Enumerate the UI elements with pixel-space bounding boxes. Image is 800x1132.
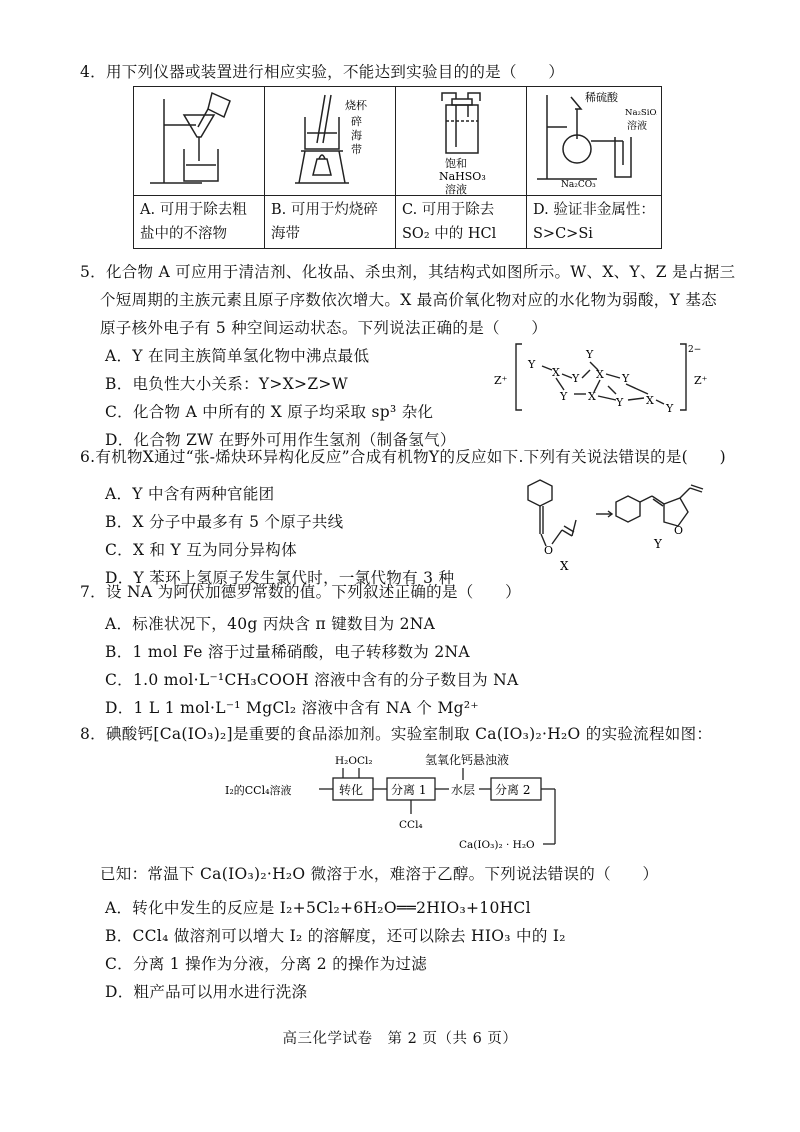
q5-atom-x4: X xyxy=(646,394,654,407)
q4-option-b-line1: B. 可用于灼烧碎 xyxy=(271,202,378,218)
q7-option-d: D．1 L 1 mol·L⁻¹ MgCl₂ 溶液中含有 NA 个 Mg²⁺ xyxy=(105,699,479,717)
q6-reaction-diagram xyxy=(520,474,720,574)
q4-option-a-line1: A. 可用于除去粗 xyxy=(140,202,247,218)
q7-option-b: B．1 mol Fe 溶于过量稀硝酸，电子转移数为 2NA xyxy=(105,643,470,661)
q5-option-d: D．化合物 ZW 在野外可用作生氢剂（制备氢气） xyxy=(105,431,456,449)
q4-option-b xyxy=(265,196,396,249)
q7-stem: 7．设 NA 为阿伏加德罗常数的值。下列叙述正确的是（ ） xyxy=(80,583,521,601)
q6-oxygen-x: O xyxy=(544,544,554,557)
q4-option-a-line2: 盐中的不溶物 xyxy=(140,226,227,242)
q8-stem: 8．碘酸钙[Ca(IO₃)₂]是重要的食品添加剂。实验室制取 Ca(IO₃)₂·H₂O 的实验流程如图： xyxy=(80,725,713,743)
q4-label-seaweed-3: 带 xyxy=(351,143,362,156)
q4-label-saturated: 饱和 xyxy=(445,157,467,170)
q5-struct-charge: 2− xyxy=(688,345,702,355)
q7-option-c: C．1.0 mol·L⁻¹CH₃COOH 溶液中含有的分子数目为 NA xyxy=(105,671,519,689)
q4-label-seaweed-2: 海 xyxy=(351,129,362,142)
q5-option-c: C．化合物 A 中所有的 X 原子均采取 sp³ 杂化 xyxy=(105,403,434,421)
q5-option-a: A．Y 在同主族简单氢化物中沸点最低 xyxy=(105,347,370,365)
q5-structure-diagram xyxy=(490,340,720,420)
q4-cell-b-image xyxy=(265,87,396,196)
q8-option-d: D．粗产品可以用水进行洗涤 xyxy=(105,983,308,1001)
gas-washing-bottle-diagram xyxy=(396,87,526,195)
q4-cell-a-image xyxy=(134,87,265,196)
q4-label-seaweed-1: 碎 xyxy=(351,115,362,128)
q4-option-c xyxy=(396,196,527,249)
q6-oxygen-y: O xyxy=(674,524,684,537)
q6-option-d: D．Y 苯环上氢原子发生氯代时，一氯代物有 3 种 xyxy=(105,569,455,587)
q4-label-na2sio3: Na₂SiO₃ xyxy=(625,108,657,118)
q8-flow-start: I₂的CCl₄溶液 xyxy=(225,784,292,797)
q4-cell-d-image xyxy=(527,87,662,196)
q5-atom-y4: Y xyxy=(622,372,630,385)
q4-cell-c-image xyxy=(396,87,527,196)
q4-option-d-line1: D. 验证非金属性： xyxy=(533,202,655,218)
q4-apparatus-table xyxy=(133,86,662,249)
q8-known: 已知：常温下 Ca(IO₃)₂·H₂O 微溶于水，难溶于乙醇。下列说法错误的（ ） xyxy=(100,865,659,883)
q4-label-nahso3: NaHSO₃ xyxy=(439,170,486,183)
q8-option-b: B．CCl₄ 做溶剂可以增大 I₂ 的溶解度，还可以除去 HIO₃ 中的 I₂ xyxy=(105,927,566,945)
q8-flow-box3-label: 分离 2 xyxy=(495,783,531,797)
q6-option-a: A．Y 中含有两种官能团 xyxy=(105,485,275,503)
page-footer: 高三化学试卷 第 2 页（共 6 页） xyxy=(282,1031,518,1047)
q5-atom-y6: Y xyxy=(616,396,624,409)
q4-option-d xyxy=(527,196,662,249)
q5-atom-x1: X xyxy=(552,366,560,379)
q6-stem: 6.有机物X通过“张-烯炔环异构化反应”合成有机物Y的反应如下.下列有关说法错误的是( ) xyxy=(80,448,726,466)
q5-atom-y5: Y xyxy=(560,390,568,403)
q5-struct-z-right: Z⁺ xyxy=(694,374,708,387)
q4-label-beaker: 烧杯 xyxy=(345,99,367,112)
acid-flask-diagram xyxy=(527,87,657,195)
q5-stem-line1: 5．化合物 A 可应用于清洁剂、化妆品、杀虫剂，其结构式如图所示。W、X、Y、Z 是占据三 xyxy=(80,263,736,281)
q4-label-solution: 溶液 xyxy=(445,183,467,195)
q6-option-c: C．X 和 Y 互为同分异构体 xyxy=(105,541,297,559)
q6-label-x: X xyxy=(560,559,569,573)
q5-atom-x3: X xyxy=(588,390,596,403)
q5-struct-z-left: Z⁺ xyxy=(494,374,508,387)
q5-option-b: B．电负性大小关系：Y>X>Z>W xyxy=(105,375,348,393)
q4-option-b-line2: 海带 xyxy=(271,226,300,242)
q8-flow-box1-label: 转化 xyxy=(339,783,364,797)
q5-stem-line3: 原子核外电子有 5 种空间运动状态。下列说法正确的是（ ） xyxy=(100,319,548,337)
q7-option-a: A．标准状况下，40g 丙炔含 π 键数目为 2NA xyxy=(105,615,436,633)
funnel-filtration-diagram xyxy=(134,87,264,195)
q5-stem-line2: 个短周期的主族元素且原子序数依次增大。X 最高价氧化物对应的水化物为弱酸，Y 基态 xyxy=(100,291,717,309)
q5-atom-y1: Y xyxy=(528,358,536,371)
q8-flow-product: Ca(IO₃)₂ · H₂O xyxy=(459,839,535,851)
q4-option-c-line1: C. 可用于除去 xyxy=(402,202,495,218)
q8-option-a: A．转化中发生的反应是 I₂+5Cl₂+6H₂O══2HIO₃+10HCl xyxy=(105,899,531,917)
q4-stem: 4．用下列仪器或装置进行相应实验，不能达到实验目的的是（ ） xyxy=(80,63,565,81)
q8-flow-diagram xyxy=(225,748,565,856)
q8-flow-cl2: Cl₂ xyxy=(357,755,373,767)
q8-flow-h2o: H₂O xyxy=(335,755,357,767)
q8-flow-caoh: 氢氧化钙悬浊液 xyxy=(425,753,510,767)
q5-atom-y2: Y xyxy=(572,372,580,385)
q4-option-d-line2: S>C>Si xyxy=(533,226,593,242)
q4-label-na2co3: Na₂CO₃ xyxy=(561,180,596,190)
q5-atom-x2: X xyxy=(596,368,604,381)
q8-flow-box2-label: 分离 1 xyxy=(391,783,427,797)
q4-option-c-line2: SO₂ 中的 HCl xyxy=(402,226,497,242)
q6-option-b: B．X 分子中最多有 5 个原子共线 xyxy=(105,513,344,531)
q8-flow-ccl4: CCl₄ xyxy=(399,819,423,831)
q8-flow-water: 水层 xyxy=(451,783,476,797)
q6-label-y: Y xyxy=(654,537,662,551)
crucible-burner-diagram xyxy=(265,87,395,195)
q5-atom-y7: Y xyxy=(666,402,674,415)
q4-label-acid: 稀硫酸 xyxy=(585,91,618,104)
q5-atom-y3: Y xyxy=(586,348,594,361)
q4-option-a xyxy=(134,196,265,249)
q4-label-solution-2: 溶液 xyxy=(627,121,647,132)
q8-option-c: C．分离 1 操作为分液，分离 2 的操作为过滤 xyxy=(105,955,427,973)
